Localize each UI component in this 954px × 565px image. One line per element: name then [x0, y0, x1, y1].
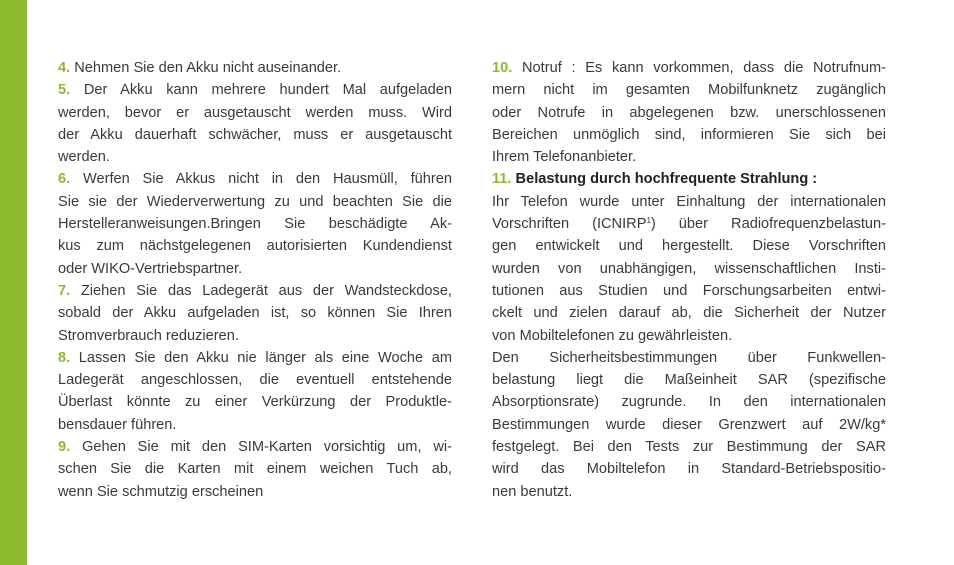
item-11-line-5: tutionen aus Studien und Forschungsarbeiten entwi-: [492, 282, 886, 299]
paragraph-2-line-5: festgelegt. Bei den Tests zur Bestimmung der SAR: [492, 439, 886, 456]
item-8-line-1: 8. Lassen Sie den Akku nie länger als eine Woche am: [58, 349, 452, 366]
item-5-line-1: 5. Der Akku kann mehrere hundert Mal aufgeladen: [58, 82, 452, 99]
item-5-line-2: werden, bevor er ausgetauscht werden muss. Wird: [58, 104, 452, 121]
item-7-line-2: sobald der Akku aufgeladen ist, so können Sie Ihren: [58, 305, 452, 322]
paragraph-2-line-7: nen benutzt.: [492, 483, 573, 500]
item-4-line-1: 4. Nehmen Sie den Akku nicht auseinander.: [58, 60, 342, 76]
item-11-line-4: wurden von unabhängigen, wissenschaftlichen Insti-: [492, 260, 886, 277]
section-heading: Belastung durch hochfrequente Strahlung :: [515, 171, 818, 188]
item-11-line-3: gen entwickelt und hergestellt. Diese Vorschriften: [492, 238, 886, 255]
item-number-10: 10.: [492, 60, 513, 76]
item-11-line-1: Ihr Telefon wurde unter Einhaltung der internationalen: [492, 193, 886, 210]
item-7-line-1: 7. Ziehen Sie das Ladegerät aus der Wandsteckdose,: [58, 282, 452, 299]
item-9-line-2: schen Sie die Karten mit einem weichen Tuch ab,: [58, 461, 452, 478]
item-number-5: 5.: [58, 82, 71, 99]
item-number-7: 7.: [58, 282, 71, 299]
paragraph-2-line-3: Absorptionsrate) zugrunde. In den internationalen: [492, 394, 886, 411]
item-10-line-2: mern nicht im gesamten Mobilfunknetz zugänglich: [492, 82, 886, 99]
item-6-line-4: kus zum nächstgelegenen autorisierten Kundendienst: [58, 238, 452, 255]
item-number-8: 8.: [58, 349, 71, 366]
item-11-line-2: Vorschriften (ICNIRP$^1$) über Radiofrequenzbelastun-: [492, 216, 886, 233]
item-number-6: 6.: [58, 171, 71, 188]
item-5-line-4: werden.: [58, 149, 110, 166]
left-column: [58, 57, 452, 503]
item-11-line-7: von Mobiltelefonen zu gewährleisten.: [492, 327, 733, 344]
item-11-heading-line: [492, 168, 886, 190]
item-8-line-4: bensdauer führen.: [58, 416, 177, 433]
item-6-line-1: 6. Werfen Sie Akkus nicht in den Hausmüll, führen: [58, 171, 452, 188]
paragraph-2-line-4: Bestimmungen wurde dieser Grenzwert auf 2W/kg*: [492, 416, 886, 433]
item-5-line-3: der Akku dauerhaft schwächer, muss er ausgetauscht: [58, 126, 452, 143]
item-10-line-4: Bereichen unmöglich sind, informieren Sie sich bei: [492, 126, 886, 143]
right-column: [492, 57, 886, 503]
item-8-line-3: Überlast könnte zu einer Verkürzung der Produktle-: [58, 394, 452, 411]
item-9-line-3: wenn Sie schmutzig erscheinen: [58, 483, 264, 500]
item-6-line-5: oder WIKO-Vertriebspartner.: [58, 260, 243, 277]
item-7-line-3: Stromverbrauch reduzieren.: [58, 327, 239, 344]
item-10-line-5: Ihrem Telefonanbieter.: [492, 149, 637, 166]
item-9-line-1: 9. Gehen Sie mit den SIM-Karten vorsichtig um, wi-: [58, 439, 452, 456]
item-10-line-1: 10. Notruf : Es kann vorkommen, dass die Notrufnum-: [492, 60, 886, 76]
item-10-line-3: oder Notrufe in abgelegenen bzw. unerschlossenen: [492, 104, 886, 121]
paragraph-2-line-6: wird das Mobiltelefon in Standard-Betriebspositio-: [492, 461, 886, 478]
item-number-9: 9.: [58, 439, 71, 456]
item-8-line-2: Ladegerät angeschlossen, die eventuell entstehende: [58, 372, 452, 389]
accent-side-bar: [0, 0, 27, 565]
item-number-11: 11.: [492, 171, 512, 188]
item-6-line-2: Sie sie der Wiederverwertung zu und beachten Sie die: [58, 193, 452, 210]
paragraph-2-line-1: Den Sicherheitsbestimmungen über Funkwellen-: [492, 349, 886, 366]
footnote-marker: 1: [646, 216, 651, 226]
item-11-line-6: ckelt und zielen darauf ab, die Sicherheit der Nutzer: [492, 305, 886, 322]
paragraph-2-line-2: belastung liegt die Maßeinheit SAR (spezifische: [492, 372, 886, 389]
item-6-line-3: Herstelleranweisungen.Bringen Sie beschädigte Ak-: [58, 216, 452, 233]
item-number-4: 4.: [58, 60, 71, 76]
